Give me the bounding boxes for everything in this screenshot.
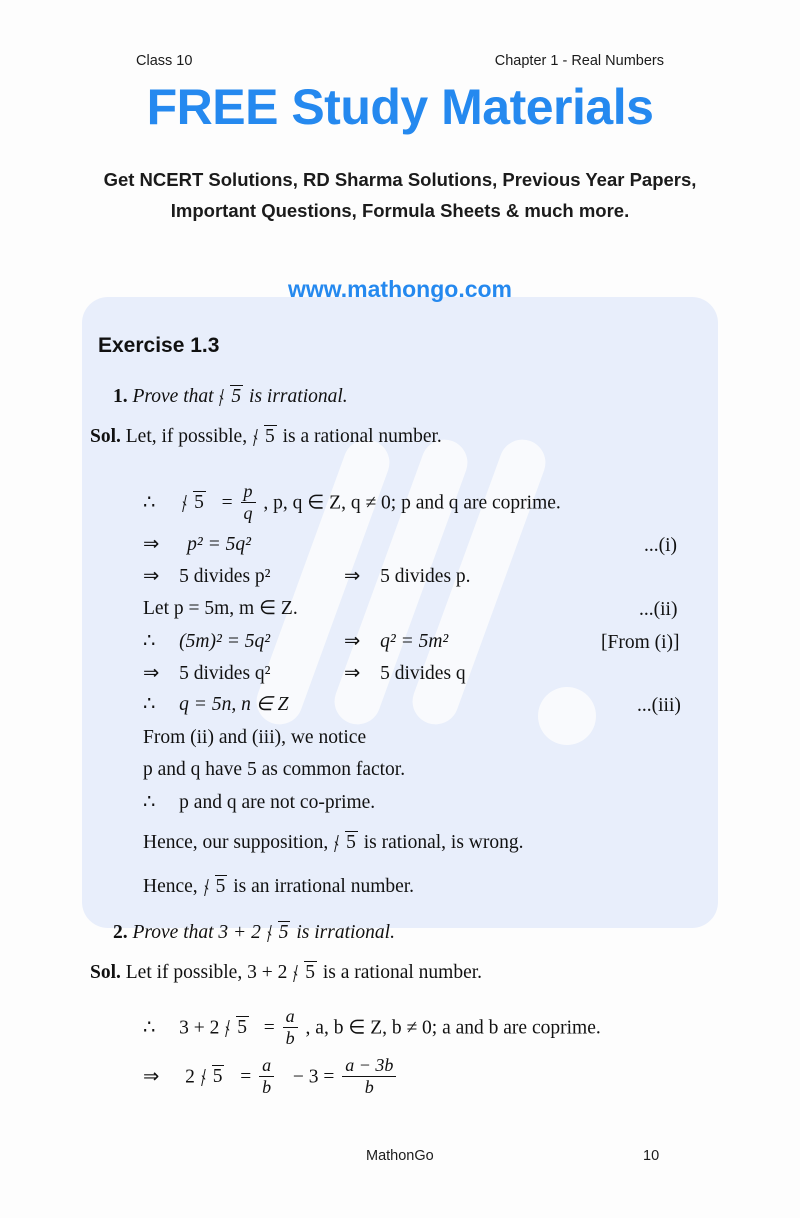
equals-sign: = — [263, 1017, 275, 1039]
solution-step-4: Let p = 5m, m ∈ Z. — [143, 598, 298, 619]
solution-step-6 — [143, 664, 271, 684]
solution-step-1 — [143, 483, 561, 525]
implies-icon: ⇒ — [344, 631, 361, 652]
conclusion-1-pre: Hence, our supposition, — [143, 832, 329, 853]
therefore-icon: ∴ — [143, 792, 156, 813]
sqrt-icon: 5 — [334, 831, 358, 853]
solution-step-7-ref: ...(iii) — [637, 695, 681, 716]
implies-icon: ⇒ — [344, 663, 361, 684]
question-2-prompt — [113, 921, 395, 943]
implies-icon: ⇒ — [143, 566, 160, 587]
class-label: Class 10 — [136, 53, 193, 69]
solution-step-7 — [143, 695, 288, 715]
solution-note-1: From (ii) and (iii), we notice — [143, 727, 367, 748]
site-url-link[interactable]: www.mathongo.com — [287, 276, 513, 302]
implies-icon: ⇒ — [344, 566, 361, 587]
solution-step-3b-body: 5 divides p. — [380, 566, 471, 587]
sqrt-icon: 5 — [201, 1065, 225, 1087]
hero-subtitle-line-2: Important Questions, Formula Sheets & much more. — [170, 200, 630, 221]
solution-conclusion-2 — [143, 875, 414, 897]
equals-sign: = — [240, 1066, 252, 1088]
therefore-icon: ∴ — [143, 1017, 156, 1039]
footer-page-number: 10 — [643, 1148, 660, 1164]
implies-icon: ⇒ — [143, 534, 160, 555]
solution-step-4-ref: ...(ii) — [639, 599, 678, 620]
fraction-p-over-q: $\frac{p}{q}$ — [241, 482, 256, 524]
q2-step-2-pre: 2 — [185, 1066, 195, 1088]
solution-step-2 — [143, 535, 251, 555]
solution-label: Sol. — [90, 962, 121, 983]
q2-solution-step-2 — [143, 1057, 399, 1099]
question-1-solution-intro — [90, 425, 442, 447]
conclusion-2-post: is an irrational number. — [233, 876, 415, 897]
chapter-label: Chapter 1 - Real Numbers — [494, 53, 664, 69]
solution-step-5-body: (5m)² = 5q² — [179, 631, 271, 652]
conclusion-1-post: is rational, is wrong. — [363, 832, 524, 853]
question-1-text-pre: Prove that — [132, 386, 214, 407]
q2-solution-text-post: is a rational number. — [322, 962, 483, 983]
sqrt-icon: 5 — [219, 385, 243, 407]
solution-step-3 — [143, 567, 271, 587]
question-1-prompt — [113, 385, 348, 407]
solution-step-6b — [344, 664, 466, 684]
solution-conclusion-1 — [143, 831, 524, 853]
sqrt-icon: 5 — [293, 961, 317, 983]
solution-note-2: p and q have 5 as common factor. — [143, 759, 406, 780]
solution-step-3b — [344, 567, 471, 587]
q2-step-2-minus: − 3 = — [292, 1066, 335, 1088]
question-2-number: 2. — [113, 922, 128, 943]
hero-subtitle-line-1: Get NCERT Solutions, RD Sharma Solutions, Previous Year Papers, — [103, 169, 697, 190]
solution-step-3-body: 5 divides p² — [179, 566, 271, 587]
sqrt-icon: 5 — [267, 921, 291, 943]
solution-step-6-body: 5 divides q² — [179, 663, 271, 684]
exercise-heading: Exercise 1.3 — [98, 334, 220, 357]
sqrt-icon: 5 — [182, 491, 206, 513]
implies-icon: ⇒ — [143, 663, 160, 684]
fraction-a-minus-3b-over-b: $\frac{a - 3b}{b}$ — [342, 1056, 396, 1098]
sqrt-icon: 5 — [204, 875, 228, 897]
q2-step-1-tail: , a, b ∈ Z, b ≠ 0; a and b are coprime. — [305, 1017, 601, 1039]
q2-step-1-pre: 3 + 2 — [179, 1017, 220, 1039]
solution-step-1-tail: , p, q ∈ Z, q ≠ 0; p and q are coprime. — [263, 492, 561, 514]
solution-step-2-ref: ...(i) — [644, 535, 678, 556]
solution-step-5 — [143, 632, 270, 652]
solution-text-post: is a rational number. — [282, 426, 442, 447]
solution-step-2-body: p² = 5q² — [187, 534, 251, 555]
solution-note-3-body: p and q are not co-prime. — [179, 792, 376, 813]
solution-note-3 — [143, 793, 375, 813]
question-2-solution-intro — [90, 961, 482, 983]
question-2-text-pre: Prove that 3 + 2 — [132, 922, 261, 943]
conclusion-2-pre: Hence, — [143, 876, 198, 897]
q2-solution-step-1 — [143, 1008, 601, 1050]
sqrt-icon: 5 — [253, 425, 277, 447]
footer-brand: MathonGo — [366, 1148, 434, 1164]
q2-solution-text-pre: Let if possible, 3 + 2 — [125, 962, 288, 983]
question-1-number: 1. — [113, 386, 128, 407]
fraction-a-over-b: $\frac{a}{b}$ — [283, 1007, 298, 1049]
therefore-icon: ∴ — [143, 492, 156, 514]
solution-step-7-body: q = 5n, n ∈ Z — [179, 694, 289, 715]
solution-step-5-ref: [From (i)] — [601, 632, 680, 653]
solution-step-5b — [344, 632, 448, 652]
question-2-text-post: is irrational. — [296, 922, 395, 943]
fraction-a-over-b-2: $\frac{a}{b}$ — [259, 1056, 274, 1098]
equals-sign: = — [221, 492, 233, 514]
solution-label: Sol. — [90, 426, 121, 447]
hero-title: FREE Study Materials — [146, 79, 654, 135]
question-1-text-post: is irrational. — [249, 386, 348, 407]
sqrt-icon: 5 — [225, 1016, 249, 1038]
implies-icon: ⇒ — [143, 1066, 160, 1088]
solution-step-6b-body: 5 divides q — [380, 663, 466, 684]
therefore-icon: ∴ — [143, 694, 156, 715]
solution-text-pre: Let, if possible, — [125, 426, 248, 447]
solution-step-5b-body: q² = 5m² — [380, 631, 449, 652]
therefore-icon: ∴ — [143, 631, 156, 652]
